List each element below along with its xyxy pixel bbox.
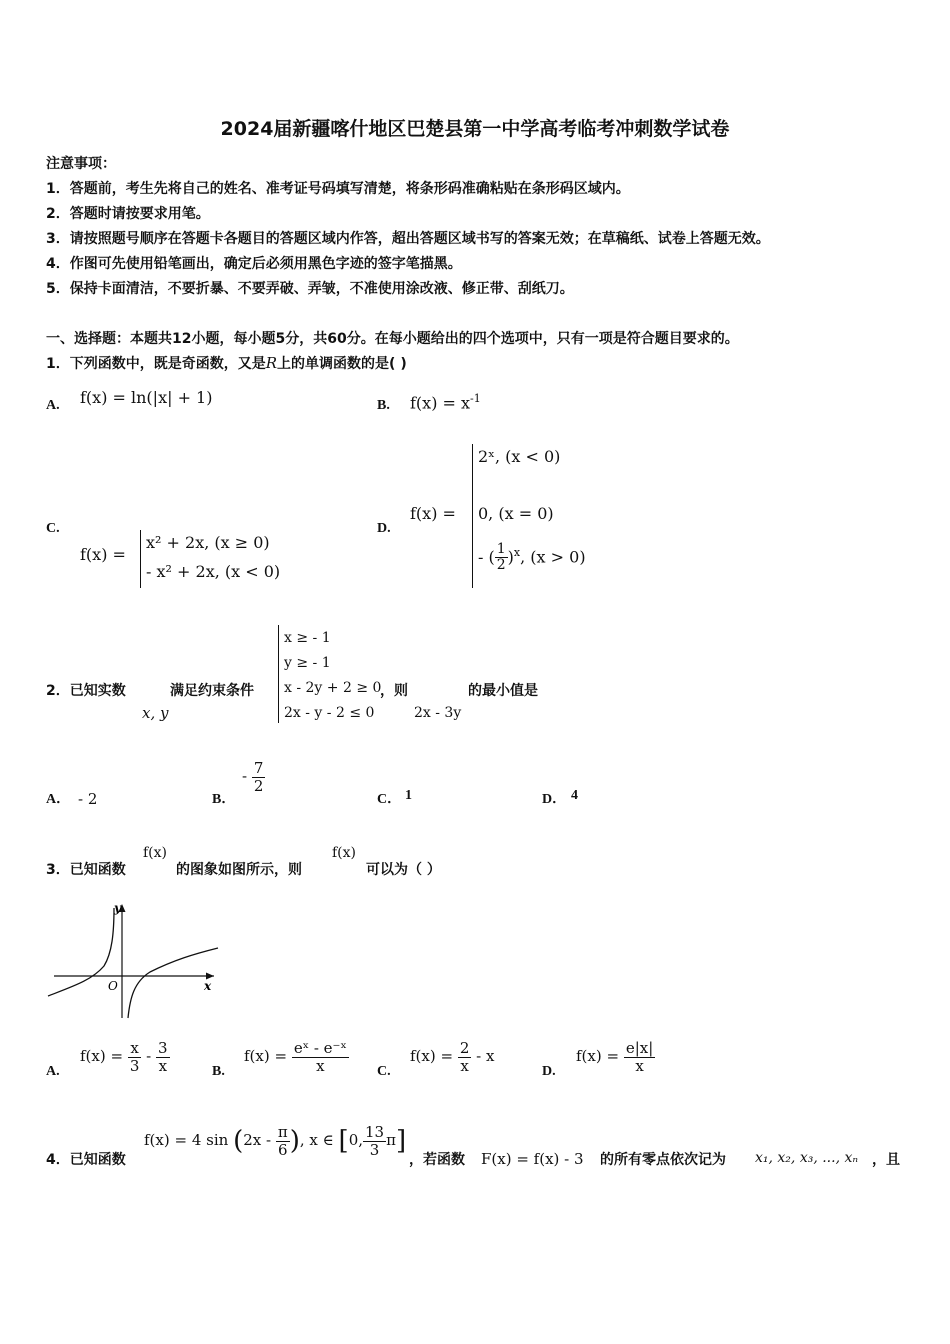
q2-option-b-den: 2: [253, 776, 264, 795]
q3-label-d: D.: [542, 1064, 556, 1079]
notice-heading: 注意事项：: [46, 156, 116, 172]
q2-stem-a: 2．已知实数: [46, 683, 126, 699]
q4-func-b: 2x -: [243, 1131, 272, 1149]
q2-constraint-1: x ≥ - 1: [284, 630, 331, 646]
q4-stem-b: ，若函数: [409, 1152, 465, 1168]
q3-option-b-den: x: [316, 1056, 325, 1075]
q1-label-a: A.: [46, 398, 60, 413]
q1-option-a: f(x) = ln(|x| + 1): [80, 388, 213, 407]
q3-label-b: B.: [212, 1064, 225, 1079]
section-heading: 一、选择题：本题共12小题，每小题5分，共60分。在每小题给出的四个选项中，只有一项是符合题目要求的。: [46, 331, 739, 347]
q3-option-b: [244, 1040, 349, 1074]
page-title: 2024届新疆喀什地区巴楚县第一中学高考临考冲刺数学试卷: [220, 118, 730, 140]
q2-target: 2x - 3y: [414, 705, 462, 721]
q1-option-b: [410, 392, 481, 412]
q4-stem-a: 4．已知函数: [46, 1152, 126, 1168]
origin-label: O: [108, 979, 118, 993]
q2-constraint-4: 2x - y - 2 ≤ 0: [284, 705, 375, 721]
q3-option-d: [576, 1040, 655, 1074]
y-axis-label: y: [114, 901, 121, 915]
q4-pi-2: π: [386, 1131, 396, 1149]
q4-dom-b: 0,: [348, 1131, 363, 1149]
q4-stem-c: 的所有零点依次记为: [600, 1152, 726, 1168]
q3-option-c-num: 2: [459, 1039, 470, 1057]
q2-constraint-brace: [276, 625, 280, 723]
q1-label-c: C.: [46, 521, 60, 536]
notice-item-3: 3．请按照题号顺序在答题卡各题目的答题区域内作答，超出答题区域书写的答案无效；在草稿纸、试卷上答题无效。: [46, 231, 770, 247]
q1-option-c-fx: f(x) =: [80, 545, 126, 564]
q1-label-b: B.: [377, 398, 390, 413]
q4-func-a: f(x) = 4 sin: [144, 1131, 229, 1149]
q2-option-b: [242, 760, 265, 794]
q1-option-d-line1: 2ˣ, (x < 0): [478, 447, 561, 466]
q2-label-a: A．: [46, 792, 71, 807]
q3-option-a-pre: f(x) =: [80, 1047, 124, 1065]
q3-label-a: A.: [46, 1064, 60, 1079]
q2-label-c: C．: [377, 792, 402, 807]
q2-stem-d: 的最小值是: [468, 683, 538, 699]
q3-option-c-tail: - x: [476, 1047, 495, 1065]
q3-option-b-pre: f(x) =: [244, 1047, 288, 1065]
q4-dom-a: , x ∈: [299, 1131, 334, 1149]
q3-option-a-n2: 3: [158, 1039, 168, 1057]
q2-label-b: B．: [212, 792, 236, 807]
q3-option-d-num: e|x|: [625, 1039, 654, 1057]
q3-function-graph: [44, 898, 224, 1024]
notice-item-5: 5．保持卡面清洁，不要折暴、不要弄破、弄皱，不准使用涂改液、修正带、刮纸刀。: [46, 281, 574, 297]
q3-option-a-d1: 3: [129, 1056, 140, 1075]
q1-option-b-exp: -1: [470, 392, 481, 405]
q3-option-a-n1: x: [130, 1039, 139, 1057]
q2-option-c: 1: [405, 788, 412, 803]
q1-stem-b: 上的单调函数的是( ): [277, 356, 407, 372]
q1-option-b-main: f(x) = x: [410, 393, 471, 413]
q4-zeros: x₁, x₂, x₃, ..., xₙ: [755, 1150, 859, 1166]
q3-fx-1: f(x): [143, 845, 168, 861]
q3-option-d-pre: f(x) =: [576, 1047, 620, 1065]
q2-stem-b: 满足约束条件: [170, 683, 254, 699]
q1-label-d: D.: [377, 521, 391, 536]
q2-stem-c: ，则: [380, 683, 408, 699]
q2-option-d: 4: [571, 788, 578, 803]
q3-stem-a: 3．已知函数: [46, 862, 126, 878]
notice-item-1: 1．答题前，考生先将自己的姓名、准考证号码填写清楚，将条形码准确粘贴在条形码区域内。: [46, 181, 630, 197]
q1-stem-a: 1．下列函数中，既是奇函数，又是: [46, 356, 266, 372]
q4-function: f(x) = 4 sin (2x - $\frac{\pi}{6}$ ), x ∈ [0, $\frac{13}{3}$ π]: [144, 1123, 407, 1159]
x-axis-label: x: [204, 979, 212, 993]
q1-option-d-line3-tail: , (x > 0): [520, 547, 586, 567]
q1-option-c-brace: [138, 530, 142, 588]
q2-option-b-num: 7: [253, 759, 264, 777]
q3-option-c-pre: f(x) =: [410, 1047, 454, 1065]
q3-fx-2: f(x): [332, 845, 357, 861]
q1-stem: [46, 353, 407, 373]
q3-option-a-mid: -: [146, 1047, 152, 1065]
q3-stem-b: 的图象如图所示，则: [176, 862, 302, 878]
q2-option-a: - 2: [78, 790, 98, 808]
q3-stem-c: 可以为（ ）: [366, 862, 441, 878]
q4-pi: π: [277, 1123, 288, 1141]
q1-option-d-line2: 0, (x = 0): [478, 504, 554, 523]
notice-item-2: 2．答题时请按要求用笔。: [46, 206, 210, 222]
q2-constraint-3: x - 2y + 2 ≥ 0: [284, 680, 382, 696]
notice-item-4: 4．作图可先使用铅笔画出，确定后必须用黑色字迹的签字笔描黑。: [46, 256, 462, 272]
q2-option-b-sign: -: [242, 767, 248, 785]
q4-stem-d: ，且: [872, 1152, 900, 1168]
q4-six: 6: [278, 1140, 288, 1159]
q1-option-c-line1: x² + 2x, (x ≥ 0): [146, 533, 270, 552]
q3-option-a: [80, 1040, 170, 1074]
q4-F-function: F(x) = f(x) - 3: [481, 1150, 584, 1168]
q1-option-d-line3: - ( $\frac{1}{2}$ )$^x$, (x > 0): [478, 541, 586, 574]
left-branch-curve: [48, 908, 114, 996]
q2-constraint-2: y ≥ - 1: [284, 655, 331, 671]
q2-vars: x, y: [142, 704, 169, 722]
q2-label-d: D．: [542, 792, 567, 807]
q4-three: 3: [369, 1140, 380, 1159]
q1-option-c-line2: - x² + 2x, (x < 0): [146, 562, 281, 581]
q3-label-c: C.: [377, 1064, 391, 1079]
q1-option-d-fx: f(x) =: [410, 504, 456, 523]
q1-option-d-brace: [470, 444, 474, 588]
q1-stem-R: R: [265, 354, 278, 372]
q3-option-b-num: eˣ - e⁻ˣ: [293, 1039, 347, 1057]
q3-option-a-d2: x: [158, 1056, 168, 1075]
q4-thirteen: 13: [365, 1123, 385, 1141]
q3-option-c: [410, 1040, 494, 1074]
q3-option-c-den: x: [460, 1056, 469, 1075]
q3-option-d-den: x: [635, 1056, 644, 1075]
